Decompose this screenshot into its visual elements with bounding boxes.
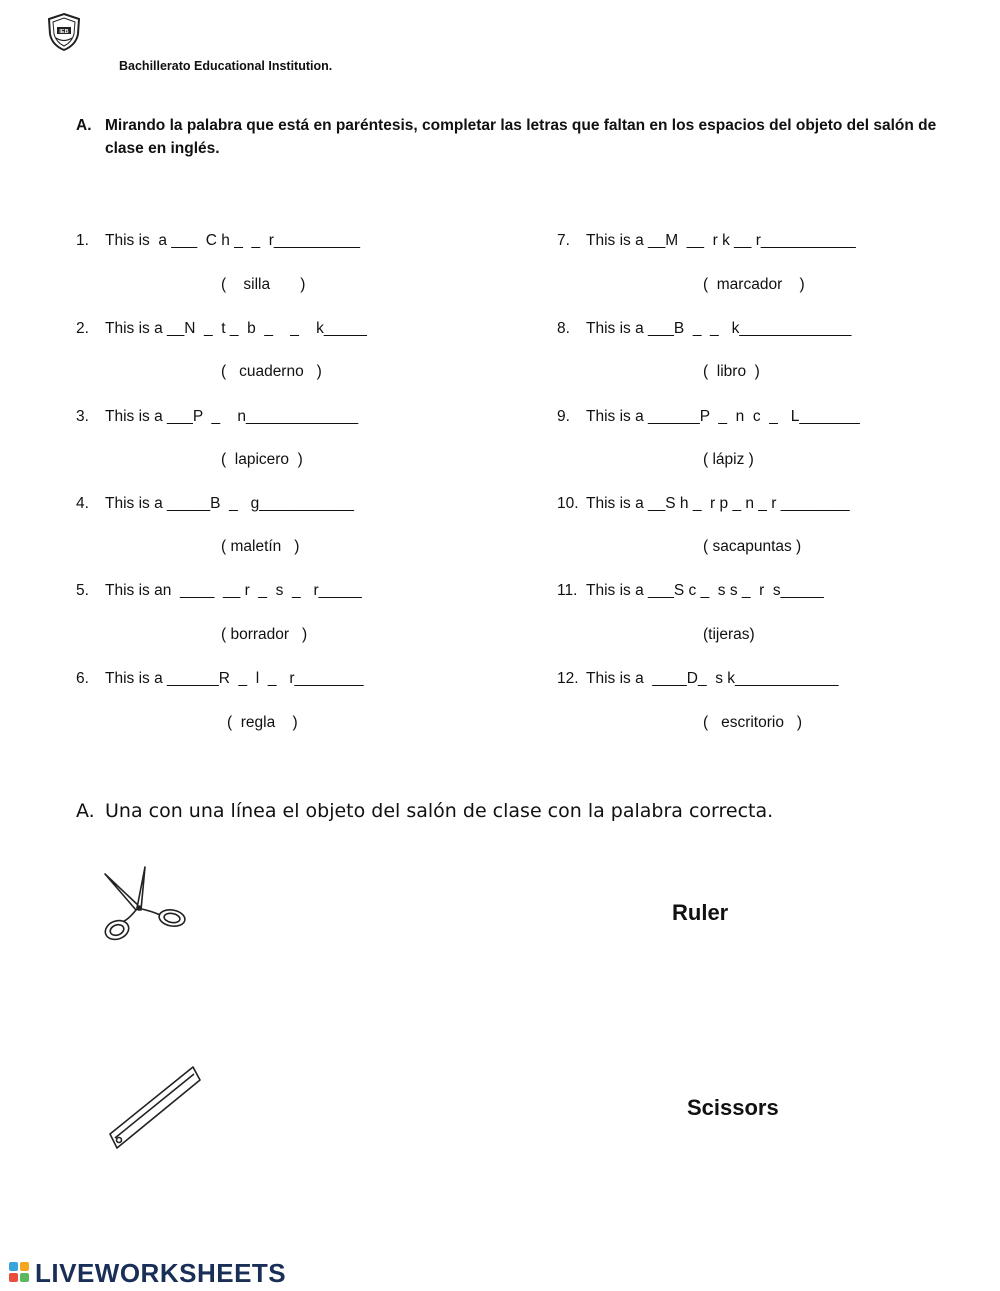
item-hint-8: ( libro ) — [703, 363, 760, 380]
ruler-icon[interactable] — [105, 1062, 205, 1154]
exercise-item-2[interactable] — [76, 320, 367, 338]
item-text: This is a ___P _ n_____________ — [105, 408, 359, 425]
section-b-text: Una con una línea el objeto del salón de clase con la palabra correcta. — [105, 800, 774, 822]
item-text: This is a ___S c _ s s _ r s_____ — [586, 582, 824, 599]
item-hint-5: ( borrador ) — [221, 626, 308, 643]
item-hint-9: ( lápiz ) — [703, 451, 754, 468]
section-b-letter: A. — [76, 800, 95, 822]
section-a-text: Mirando la palabra que está en paréntesis, completar las letras que faltan en los espacios del objeto del salón de clase en inglés. — [105, 117, 937, 157]
match-word-ruler[interactable]: Ruler — [672, 900, 729, 925]
item-hint-3: ( lapicero ) — [221, 451, 303, 468]
item-number: 6. — [76, 670, 89, 687]
item-number: 1. — [76, 232, 89, 249]
item-hint-6: ( regla ) — [227, 714, 298, 731]
item-hint-4: ( maletín ) — [221, 538, 300, 555]
section-a-instruction — [76, 114, 956, 160]
item-hint-1: ( silla ) — [221, 276, 306, 293]
item-number: 4. — [76, 495, 89, 512]
item-number: 5. — [76, 582, 89, 599]
exercise-item-11[interactable] — [557, 582, 824, 600]
item-hint-7: ( marcador ) — [703, 276, 805, 293]
item-text: This is a ___B _ _ k_____________ — [586, 320, 852, 337]
item-hint-10: ( sacapuntas ) — [703, 538, 802, 555]
institution-name: Bachillerato Educational Institution. — [119, 59, 333, 73]
item-number: 7. — [557, 232, 570, 249]
exercise-item-7[interactable] — [557, 232, 856, 250]
section-b-instruction — [76, 800, 773, 822]
exercise-item-12[interactable] — [557, 670, 838, 688]
scissors-icon[interactable] — [100, 862, 190, 944]
item-text: This is a _____B _ g___________ — [105, 495, 355, 512]
exercise-item-1[interactable] — [76, 232, 360, 250]
item-text: This is a ______P _ n c _ L_______ — [586, 408, 860, 425]
item-text: This is a __N _ t _ b _ _ k_____ — [105, 320, 367, 337]
item-number: 11. — [557, 582, 578, 599]
exercise-item-5[interactable] — [76, 582, 362, 600]
item-number: 8. — [557, 320, 570, 337]
match-word-scissors[interactable]: Scissors — [687, 1095, 779, 1120]
item-text: This is a ______R _ l _ r________ — [105, 670, 364, 687]
brand-name: LIVEWORKSHEETS — [35, 1257, 287, 1288]
item-text: This is a __S h _ r p _ n _ r ________ — [586, 495, 850, 512]
logo-text: IEB — [59, 29, 69, 35]
item-number: 9. — [557, 408, 570, 425]
item-hint-12: ( escritorio ) — [703, 714, 803, 731]
liveworksheets-logo-icon — [9, 1262, 31, 1284]
school-crest-icon — [46, 12, 82, 52]
item-hint-2: ( cuaderno ) — [221, 363, 322, 380]
item-text: This is a __M __ r k __ r___________ — [586, 232, 856, 249]
item-text: This is an ____ __ r _ s _ r_____ — [105, 582, 362, 599]
item-text: This is a ____D_ s k____________ — [586, 670, 839, 687]
exercise-item-10[interactable] — [557, 495, 850, 513]
item-number: 12. — [557, 670, 579, 687]
item-hint-11: (tijeras) — [703, 626, 755, 643]
exercise-item-4[interactable] — [76, 495, 354, 513]
exercise-item-8[interactable] — [557, 320, 851, 338]
item-number: 2. — [76, 320, 89, 337]
exercise-item-6[interactable] — [76, 670, 364, 688]
item-number: 10. — [557, 495, 579, 512]
liveworksheets-branding[interactable] — [9, 1258, 286, 1288]
item-text: This is a ___ C h _ _ r__________ — [105, 232, 361, 249]
item-number: 3. — [76, 408, 89, 425]
exercise-item-3[interactable] — [76, 408, 358, 426]
exercise-item-9[interactable] — [557, 408, 860, 426]
section-a-letter: A. — [76, 117, 92, 134]
